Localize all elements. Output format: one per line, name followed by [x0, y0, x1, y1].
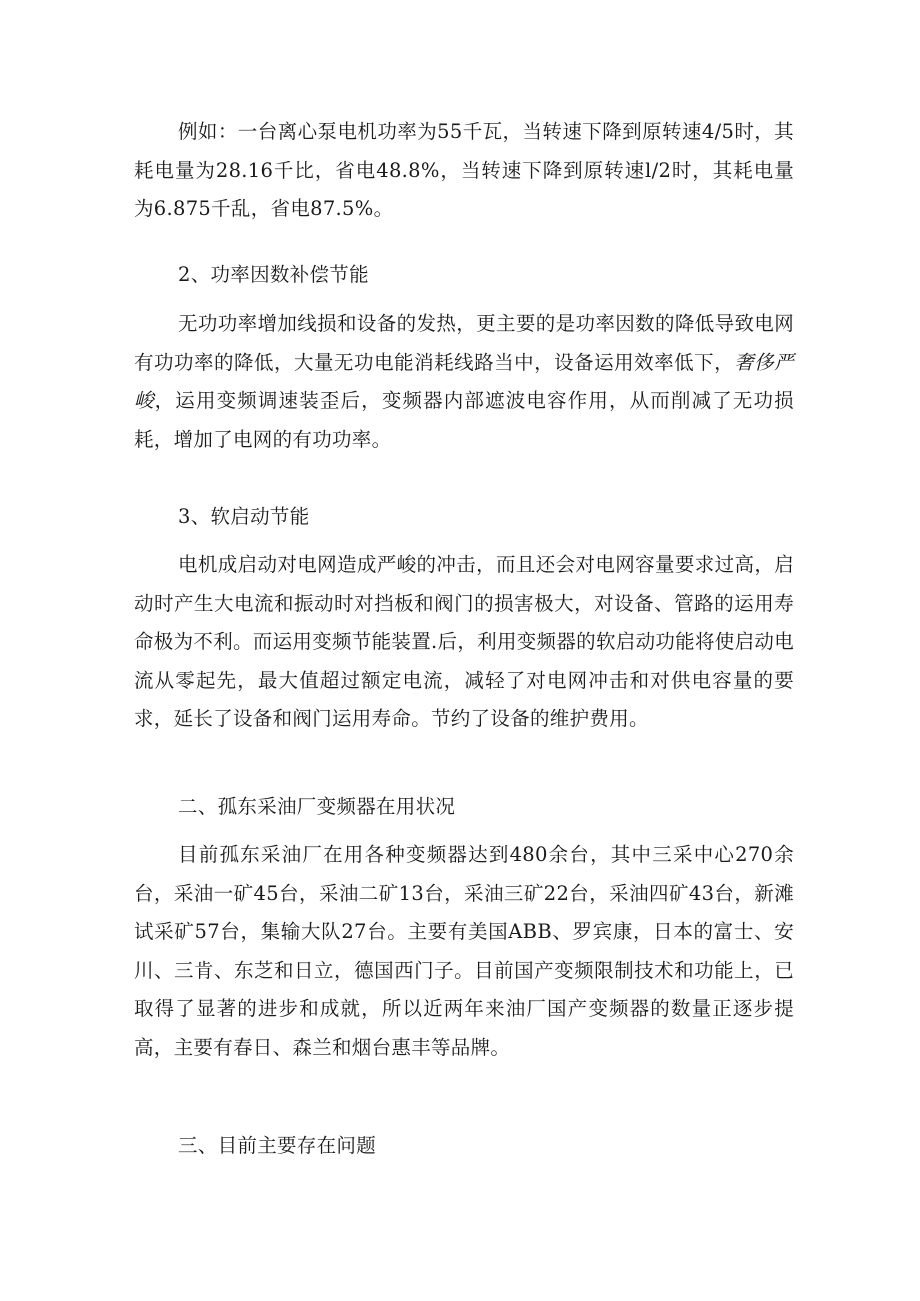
paragraph-power-factor-italic: 奢侈严峻 — [134, 350, 794, 412]
section-heading-problems: 三、目前主要存在问题 — [178, 1134, 377, 1157]
paragraph-usage-status: 目前孤东采油厂在用各种变频器达到480余台，其中三采中心270余台，采油一矿45台，采油二矿13台，采油三矿22台，采油四矿43台，新滩试采矿57台，集输大队27台。主要有美国ABB、罗宾康，日本的富士、安川、三肯、东芝和日立，德国西门子。目前国产变频限制技术和功能上，已取得了显著的进步和成就，所以近两年来油厂国产变频器的数量正逐步提高，主要有春日、森兰和烟台惠丰等品牌。 — [134, 843, 794, 1059]
paragraph-power-factor-text-2: ，运用变频调速装歪后，变频器内部遮波电容作用，从而削减了无功损耗，增加了电网的有功功率。 — [134, 389, 794, 451]
section-heading-usage-status: 二、孤东采油厂变频器在用状况 — [178, 795, 456, 818]
heading-power-factor: 2、功率因数补偿节能 — [178, 263, 369, 286]
heading-soft-start: 3、软启动节能 — [178, 505, 310, 528]
paragraph-soft-start: 电机成启动对电网造成严峻的冲击，而且还会对电网容量要求过高，启动时产生大电流和振动时对挡板和阀门的损害极大，对设备、管路的运用寿命极为不利。而运用变频节能装置.后，利用变频器的软启动功能将使启动电流从零起先，最大值超过额定电流，减轻了对电网冲击和对供电容量的要求，延长了设备和阀门运用寿命。节约了设备的维护费用。 — [134, 553, 794, 730]
paragraph-power-factor — [134, 305, 794, 459]
paragraph-power-factor-text-1: 无功功率增加线损和设备的发热，更主要的是功率因数的降低导致电网有功功率的降低，大量无功电能消耗线路当中，设备运用效率低下， — [134, 312, 794, 374]
paragraph-pump-example: 例如：一台离心泵电机功率为55千瓦，当转速下降到原转速4/5时，其耗电量为28.16千比，省电48.8%，当转速下降到原转速l/2时，其耗电量为6.875千乱，省电87.5%。 — [134, 120, 794, 220]
